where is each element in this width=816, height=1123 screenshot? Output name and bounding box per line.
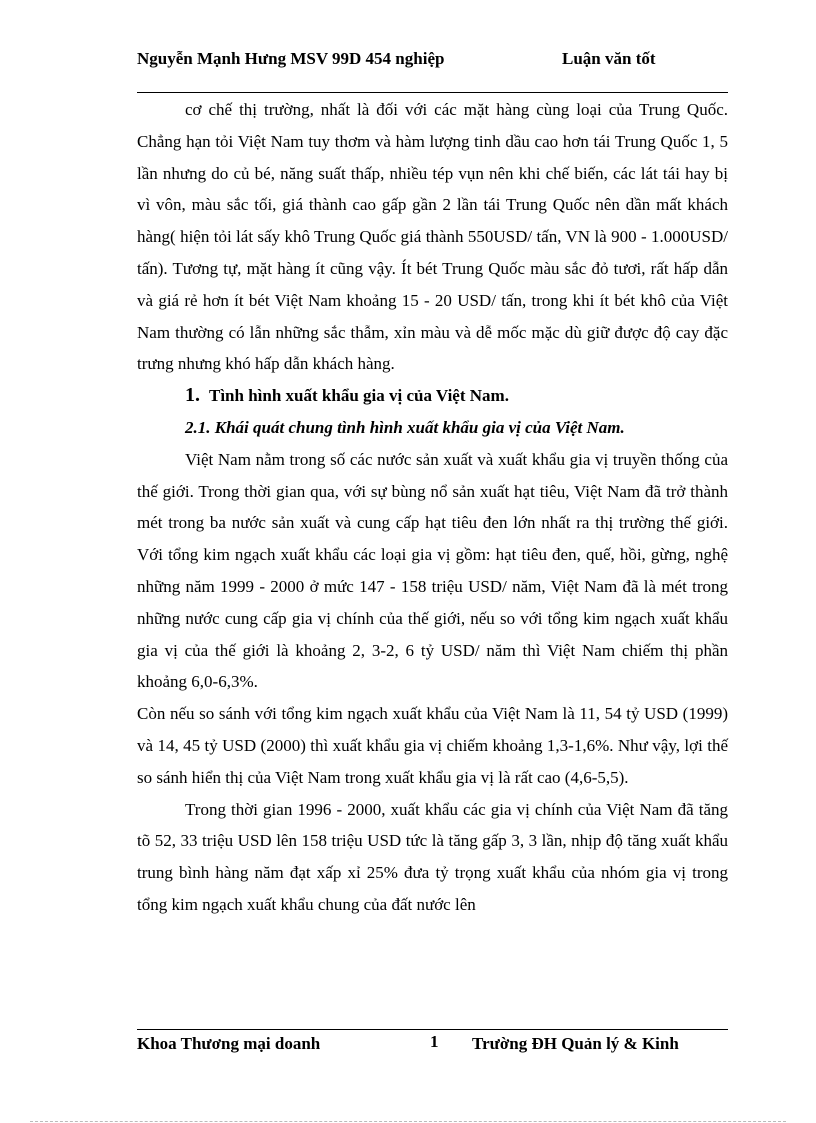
header-title: Luận văn tốt — [562, 49, 656, 68]
footer-rule — [137, 1029, 728, 1030]
footer-faculty: Khoa Thương mại doanh — [137, 1034, 321, 1053]
header-author: Nguyễn Mạnh Hưng MSV 99D 454 nghiệp — [137, 49, 445, 68]
body-text — [137, 94, 728, 921]
page-boundary — [30, 1121, 786, 1122]
paragraph-growth: Trong thời gian 1996 - 2000, xuất khẩu các gia vị chính của Việt Nam đã tăng tõ 52, 33 triệu USD lên 158 triệu USD tức là tăng gấp 3, 3 lần, nhịp độ tăng xuất khẩu trung bình hàng năm đạt xấp xỉ 25% đưa tỷ trọng xuất khẩu của nhóm gia vị trong tổng kim ngạch xuất khẩu chung của đất nước lên — [137, 799, 728, 914]
section-number: 1. — [185, 384, 200, 407]
section-title: Tình hình xuất khẩu gia vị của Việt Nam. — [209, 386, 509, 406]
paragraph-market-mechanism: cơ chế thị trường, nhất là đối với các mặt hàng cùng loại của Trung Quốc. Chẳng hạn tỏi Việt Nam tuy thơm và hàm lượng tinh dầu cao hơn tái Trung Quốc 1, 5 lần nhưng do củ bé, năng suất thấp, nhiều tép vụn nên khi chế biến, các lát tái hay bị vì vôn, màu sắc tối, giá thành cao gấp gần 2 lần tái Trung Quốc nên dần mất khách hàng( hiện tỏi lát sấy khô Trung Quốc giá thành 550USD/ tấn, VN là 900 - 1.000USD/ tấn). Tương tự, mặt hàng ít cũng vậy. Ít bét Trung Quốc màu sắc đỏ tươi, rất hấp dẫn và giá rẻ hơn ít bét Việt Nam khoảng 15 - 20 USD/ tấn, trong khi ít bét khô của Việt Nam thường có lẫn những sắc thẫm, xỉn màu và dễ mốc mặc dù giữ được độ cay đặc trưng nhưng khó hấp dẫn khách hàng. — [137, 100, 728, 374]
page-number: 1 — [430, 1032, 439, 1051]
section-heading — [137, 380, 728, 412]
paragraph-comparison: Còn nếu so sánh với tổng kim ngạch xuất khẩu của Việt Nam là 11, 54 tỷ USD (1999) và 14, 45 tỷ USD (2000) thì xuất khẩu gia vị chiếm khoảng 1,3-1,6%. Như vậy, lợi thế so sánh hiển thị của Việt Nam trong xuất khẩu gia vị là rất cao (4,6-5,5). — [137, 704, 728, 787]
paragraph-overview: Việt Nam nằm trong số các nước sản xuất và xuất khẩu gia vị truyền thống của thế giới. Trong thời gian qua, với sự bùng nổ sản xuất hạt tiêu, Việt Nam đã trở thành mét trong ba nước sản xuất và cung cấp hạt tiêu đen lớn nhất ra thị trường thế giới. Với tổng kim ngạch xuất khẩu các loại gia vị gồm: hạt tiêu đen, quế, hồi, gừng, nghệ những năm 1999 - 2000 ở mức 147 - 158 triệu USD/ năm, Việt Nam đã là mét trong những nước cung cấp gia vị chính của thế giới, nếu so với tổng kim ngạch xuất khẩu gia vị của thế giới là khoảng 2, 3-2, 6 tỷ USD/ năm thì Việt Nam chiếm thị phần khoảng 6,0-6,3%. — [137, 449, 728, 692]
header-rule — [137, 92, 728, 93]
footer-university: Trường ĐH Quản lý & Kinh — [472, 1034, 679, 1053]
subsection-heading: 2.1. Khái quát chung tình hình xuất khẩu gia vị của Việt Nam. — [185, 417, 625, 437]
